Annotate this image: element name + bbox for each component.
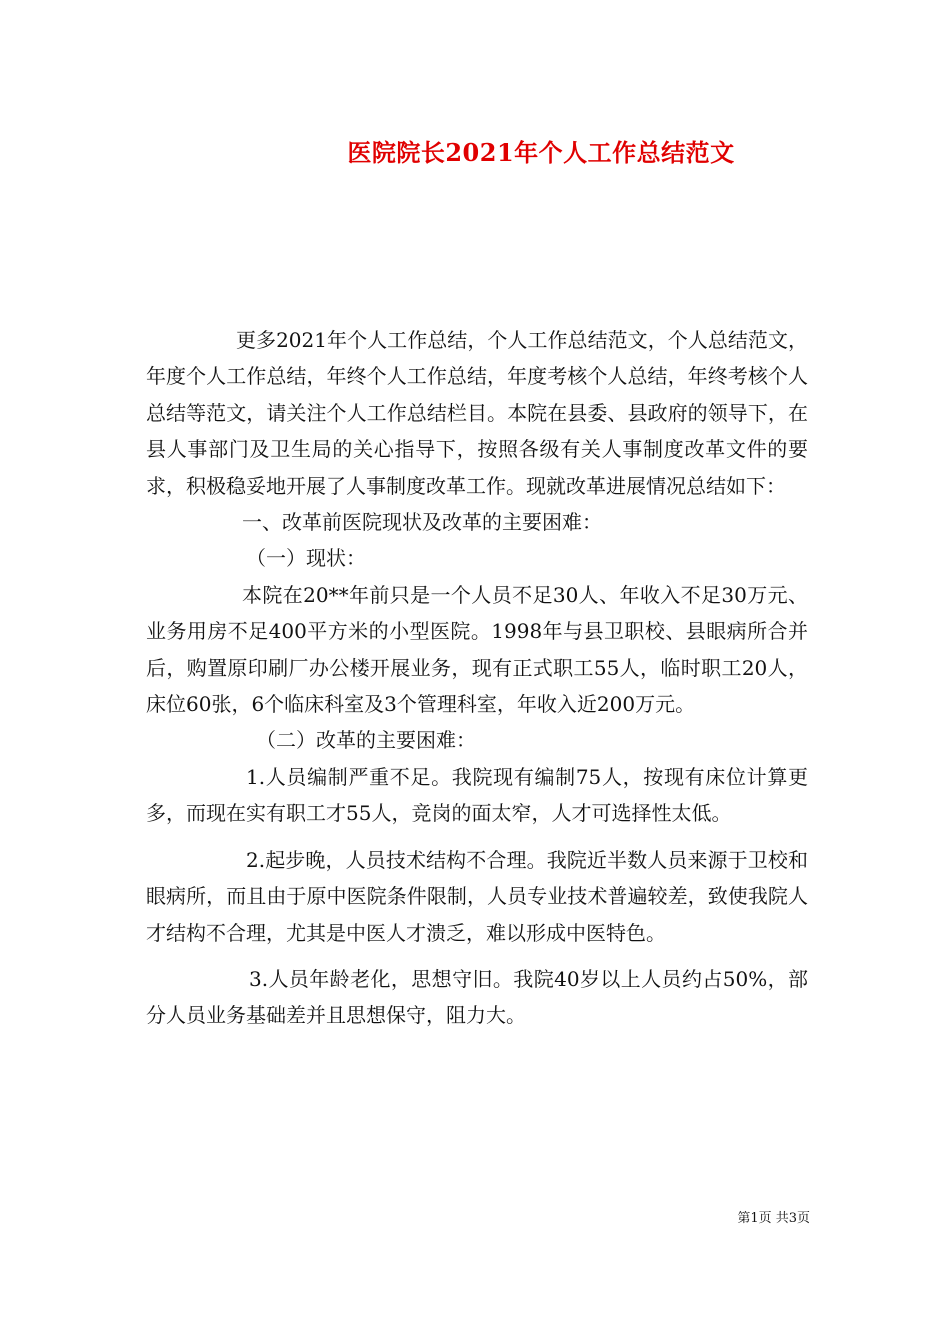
paragraph-difficulty-3: 3.人员年龄老化，思想守旧。我院40岁以上人员约占50%，部分人员业务基础差并且思想保守，阻力大。 xyxy=(146,966,808,1028)
page-footer: 第1页 共3页 xyxy=(737,1211,810,1226)
paragraph-status: 本院在20**年前只是一个人员不足30人、年收入不足30万元、业务用房不足400平方米的小型医院。1998年与县卫职校、县眼病所合并后，购置原印刷厂办公楼开展业务，现有正式职工55人，临时职工20人，床位60张，6个临床科室及3个管理科室，年收入近200万元。 xyxy=(146,582,808,717)
document-title xyxy=(0,133,950,168)
paragraph-difficulty-1: 1.人员编制严重不足。我院现有编制75人，按现有床位计算更多，而现在实有职工才55人，竞岗的面太窄，人才可选择性太低。 xyxy=(146,764,808,826)
heading-subsection-2: （二）改革的主要困难： xyxy=(256,728,476,753)
heading-subsection-1: （一）现状： xyxy=(246,546,366,571)
paragraph-intro: 更多2021年个人工作总结，个人工作总结范文，个人总结范文，年度个人工作总结，年终个人工作总结，年度考核个人总结，年终考核个人总结等范文，请关注个人工作总结栏目。本院在县委、县政府的领导下，在县人事部门及卫生局的关心指导下，按照各级有关人事制度改革文件的要求，积极稳妥地开展了人事制度改革工作。现就改革进展情况总结如下： xyxy=(146,328,808,498)
paragraph-difficulty-2: 2.起步晚，人员技术结构不合理。我院近半数人员来源于卫校和眼病所，而且由于原中医院条件限制，人员专业技术普遍较差，致使我院人才结构不合理，尤其是中医人才溃乏，难以形成中医特色。 xyxy=(146,847,808,945)
document-title-text: 医院院长2021年个人工作总结范文 xyxy=(347,138,735,167)
heading-section-1: 一、改革前医院现状及改革的主要困难： xyxy=(242,510,602,535)
document-body xyxy=(146,322,808,1034)
